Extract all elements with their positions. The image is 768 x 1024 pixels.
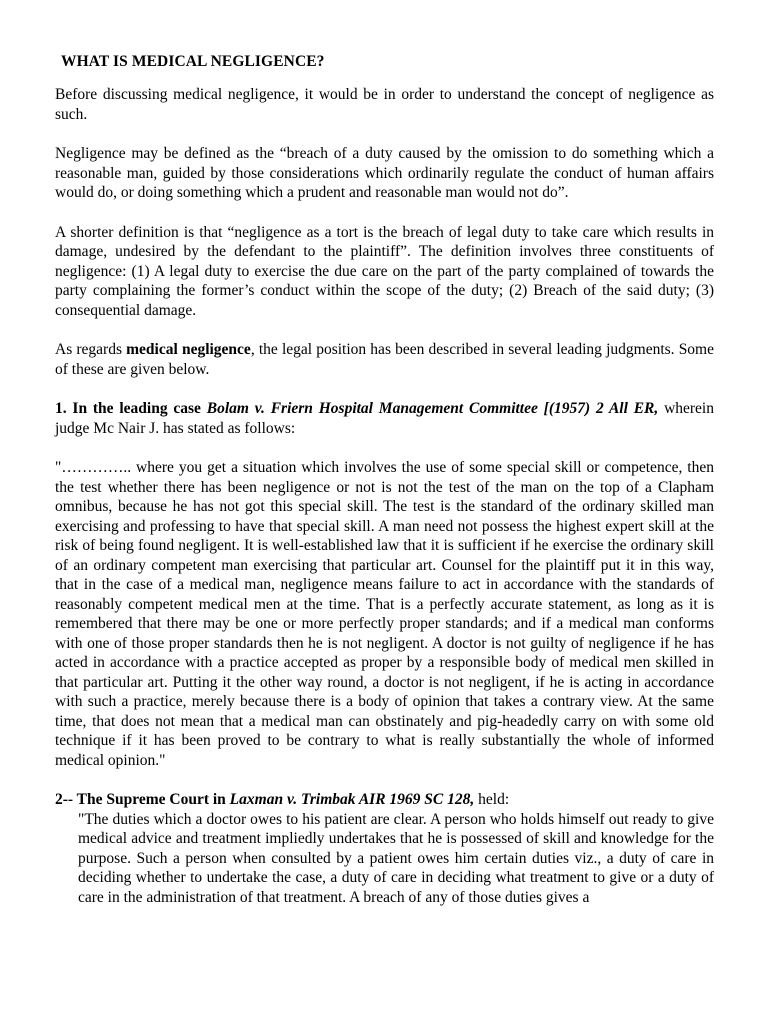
quote-laxman: "The duties which a doctor owes to his patient are clear. A person who holds himself out ready to give medical advice and treatment impliedly undertakes that he is possessed of skill and knowledge for the purpose. Such a person when consulted by a patient owes him certain duties viz., a duty of care in deciding whether to undertake the case, a duty of care in deciding what treatment to give or a duty of care in the administration of that treatment. A breach of any of those duties gives a — [78, 810, 714, 906]
case-heading-laxman — [55, 790, 714, 810]
case-heading-bolam — [55, 399, 714, 438]
quote-bolam: "………….. where you get a situation which involves the use of some special skill or competence, then the test whether there has been negligence or not is not the test of the man on the top of a Clapham omnibus, because he has not got this special skill. The test is the standard of the ordinary skilled man exercising and professing to have that special skill. A man need not possess the highest expert skill at the risk of being found negligent. It is well-established law that it is sufficient if he exercise the ordinary skill of an ordinary competent man exercising that particular art. Counsel for the plaintiff put it in this way, that in the case of a medical man, negligence means failure to act in accordance with the standards of reasonably competent medical men at the time. That is a perfectly accurate statement, as long as it is remembered that there may be one or more perfectly proper standards; and if a medical man conforms with one of those proper standards then he is not negligent. A doctor is not guilty of negligence if he has acted in accordance with a practice accepted as proper by a responsible body of medical men skilled in that particular art. Putting it the other way round, a doctor is not negligent, if he is acting in accordance with such a practice, merely because there is a body of opinion that takes a contrary view. At the same time, that does not mean that a medical man can obstinately and pig-headedly carry on with some old technique if it has been proved to be contrary to what is really substantially the whole of informed medical opinion." — [55, 459, 714, 769]
paragraph-negligence-definition: Negligence may be defined as the “breach of a duty caused by the omission to do something which a reasonable man, guided by those considerations which ordinarily regulate the conduct of human affairs would do, or doing something which a prudent and reasonable man would not do”. — [55, 145, 714, 201]
case2-prefix: 2-- The Supreme Court in — [55, 791, 230, 808]
para4-bold: medical negligence — [126, 341, 251, 358]
case1-name: Bolam v. Friern Hospital Management Committee [(1957) 2 All ER, — [206, 400, 659, 417]
case1-suffix: wherein judge Mc Nair J. has stated as follows: — [55, 400, 714, 437]
case2-name: Laxman v. Trimbak AIR 1969 SC 128, — [229, 791, 475, 808]
page-title: WHAT IS MEDICAL NEGLIGENCE? — [61, 53, 325, 70]
case2-suffix: held: — [474, 791, 510, 808]
para4-pre: As regards — [55, 341, 127, 358]
paragraph-shorter-definition: A shorter definition is that “negligence as a tort is the breach of legal duty to take care which results in damage, undesired by the defendant to the plaintiff”. The definition involves three constituents of negligence: (1) A legal duty to exercise the due care on the part of the party complained of towards the party complaining the former’s conduct within the scope of the duty; (2) Breach of the said duty; (3) consequential damage. — [55, 223, 714, 319]
para4-post: , the legal position has been described in several leading judgments. Some of these are given below. — [55, 341, 714, 378]
paragraph-medical-negligence — [55, 340, 714, 379]
paragraph-intro: Before discussing medical negligence, it would be in order to understand the concept of negligence as such. — [55, 86, 714, 123]
case1-prefix: 1. In the leading case — [55, 400, 207, 417]
